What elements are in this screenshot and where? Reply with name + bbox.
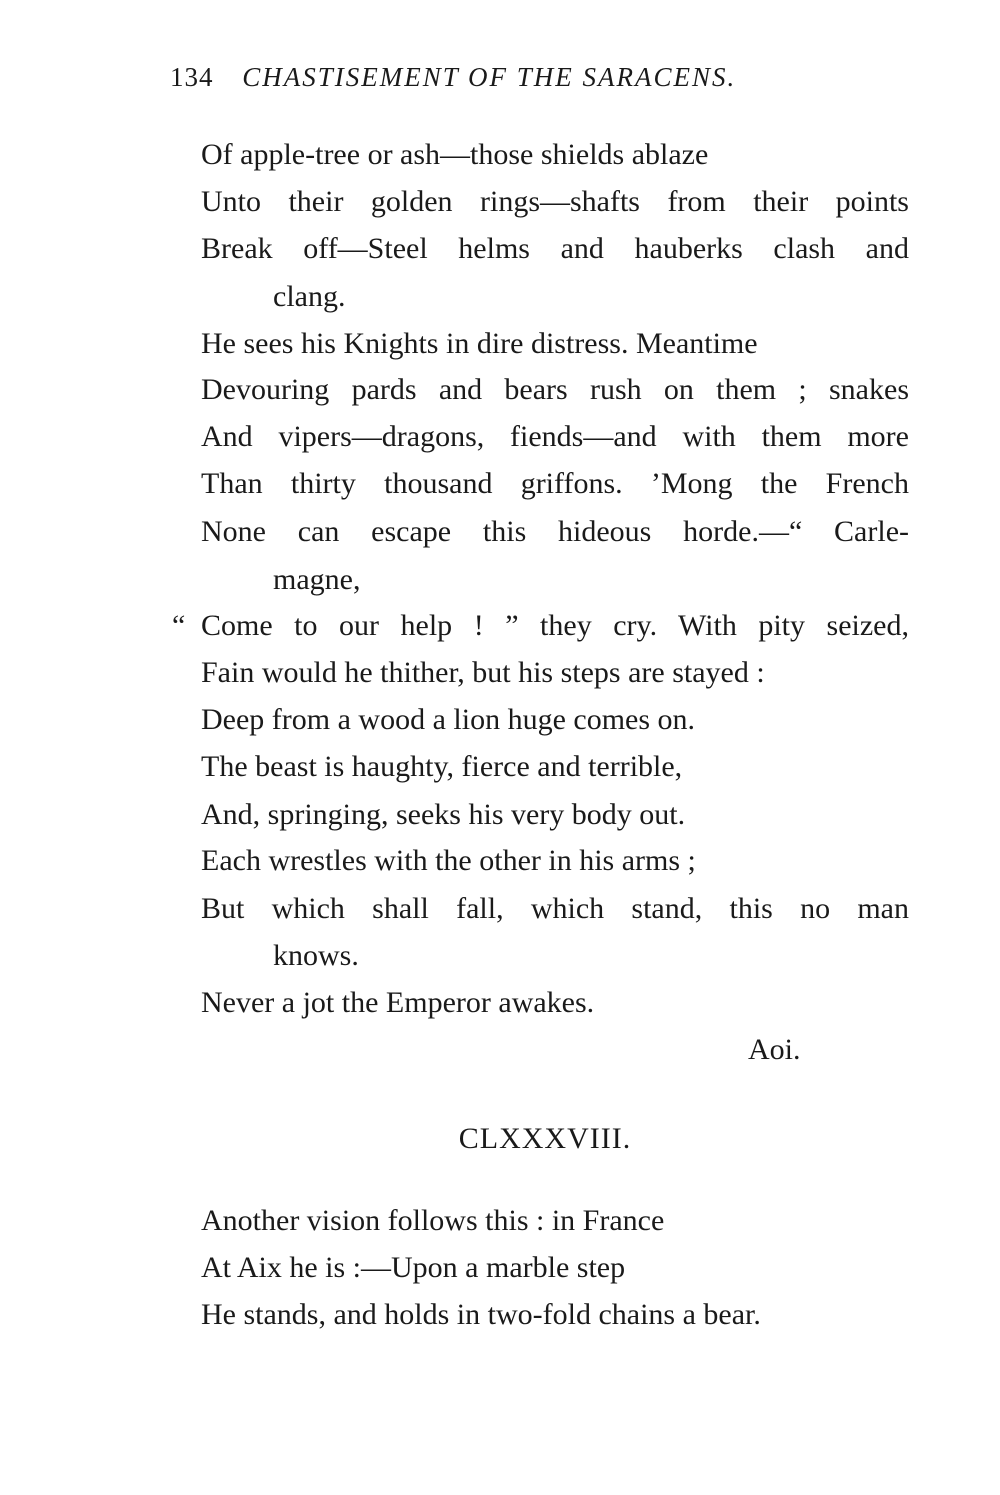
running-header	[170, 62, 736, 93]
verse-line: He stands, and holds in two-fold chains a bear.	[201, 1298, 761, 1331]
refrain-aoi: Aoi.	[748, 1033, 801, 1066]
verse-turnover: magne,	[273, 563, 361, 596]
verse-line: None can escape this hideous horde.—“ Carle-	[201, 515, 909, 548]
verse-line: And vipers—dragons, fiends—and with them more	[201, 420, 909, 453]
verse-line: Each wrestles with the other in his arms ;	[201, 844, 696, 877]
running-title: CHASTISEMENT OF THE SARACENS.	[242, 62, 737, 92]
verse-line: Of apple-tree or ash—those shields ablaze	[201, 138, 709, 171]
verse-line: At Aix he is :—Upon a marble step	[201, 1251, 626, 1284]
verse-line: Come to our help ! ” they cry. With pity seized,	[201, 609, 909, 642]
verse-line: Devouring pards and bears rush on them ; snakes	[201, 373, 909, 406]
verse-line: But which shall fall, which stand, this no man	[201, 892, 909, 925]
verse-line: Fain would he thither, but his steps are stayed :	[201, 656, 765, 689]
verse-line: Break off—Steel helms and hauberks clash and	[201, 232, 909, 265]
page-number: 134	[170, 62, 214, 92]
opening-quote-mark: “	[172, 609, 186, 642]
verse-line: Another vision follows this : in France	[201, 1204, 665, 1237]
verse-line: Deep from a wood a lion huge comes on.	[201, 703, 696, 736]
verse-turnover: clang.	[273, 280, 346, 313]
verse-line: The beast is haughty, fierce and terrible,	[201, 750, 683, 783]
verse-line: Unto their golden rings—shafts from their points	[201, 185, 909, 218]
verse-line: Than thirty thousand griffons. ’Mong the French	[201, 467, 909, 500]
verse-line: He sees his Knights in dire distress. Meantime	[201, 327, 758, 360]
stanza-numeral: CLXXXVIII.	[458, 1122, 632, 1155]
verse-line: And, springing, seeks his very body out.	[201, 798, 686, 831]
verse-line: Never a jot the Emperor awakes.	[201, 986, 595, 1019]
verse-turnover: knows.	[273, 939, 359, 972]
